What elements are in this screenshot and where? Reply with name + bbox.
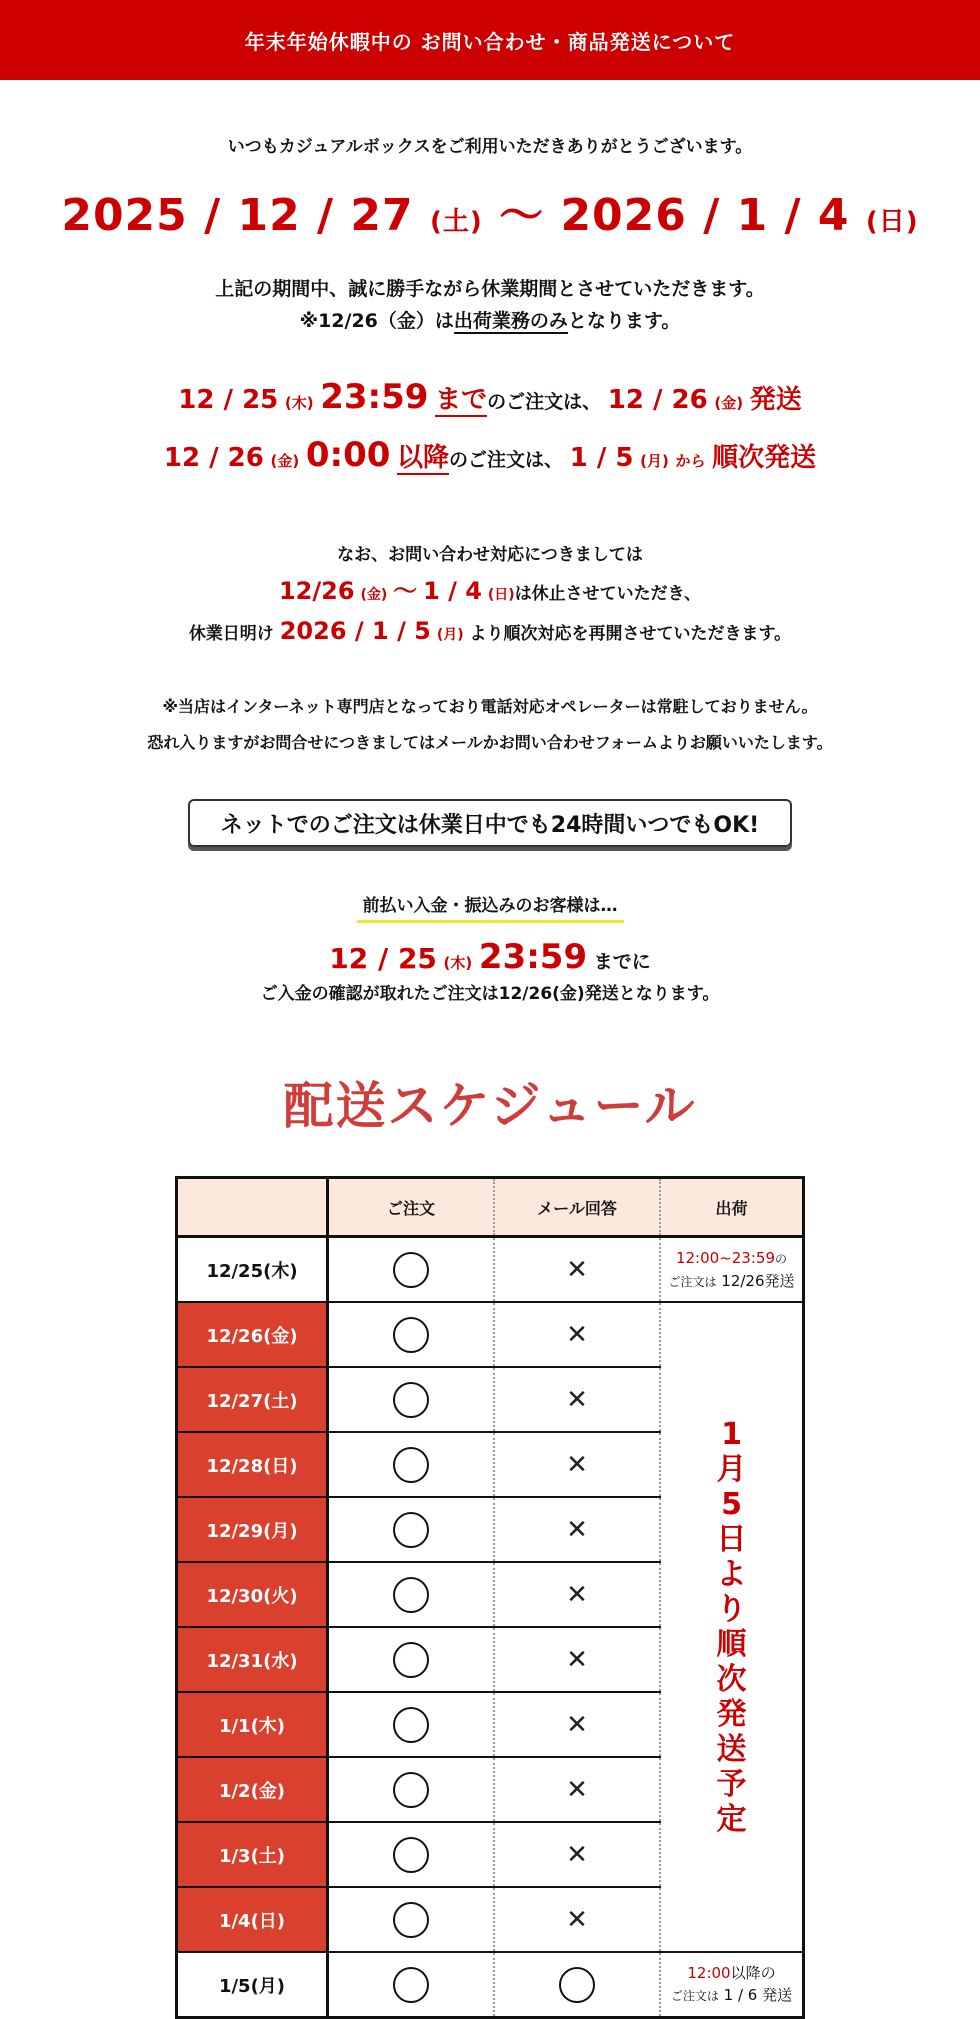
header-mail-reply: メール回答	[494, 1178, 660, 1237]
mail-cell	[494, 1692, 660, 1757]
closure-line2-emphasis: 出荷業務のみ	[453, 310, 568, 332]
ship1-ship: 発送	[749, 385, 802, 415]
cross-icon: ✕	[566, 1514, 588, 1545]
circle-icon	[393, 1902, 429, 1938]
order-cell	[328, 1692, 495, 1757]
announcement-banner: 年末年始休暇中の お問い合わせ・商品発送について	[0, 0, 980, 80]
note-line2: 恐れ入りますがお問合せにつきましてはメールかお問い合わせフォームよりお願いいたします。	[147, 733, 833, 752]
cross-icon: ✕	[566, 1904, 588, 1935]
row-date: 1/1(木)	[177, 1692, 328, 1757]
cross-icon: ✕	[566, 1644, 588, 1675]
contact-start: 12/26	[278, 577, 355, 605]
ship-line1	[0, 371, 980, 429]
mail-cell	[494, 1627, 660, 1692]
ship1-mid: のご注文は、	[487, 391, 602, 413]
ship-line2	[0, 429, 980, 487]
circle-icon	[393, 1512, 429, 1548]
order-cell	[328, 1952, 495, 2018]
mail-cell	[494, 1367, 660, 1432]
contact-end-day: (日)	[487, 587, 515, 603]
holiday-start: 2025 / 12 / 27	[61, 190, 414, 241]
order-cell	[328, 1627, 495, 1692]
circle-icon	[393, 1642, 429, 1678]
order-cell	[328, 1822, 495, 1887]
schedule-table	[175, 1176, 805, 2019]
contact-start-day: (金)	[360, 587, 388, 603]
first-note-time: 12:00~23:59	[675, 1248, 775, 1267]
ship2-ship-day: (月)	[640, 452, 669, 470]
contact-line3-rest: より順次対応を再開させていただきます。	[469, 624, 792, 644]
contact-line3-a: 休業日明け	[188, 624, 274, 644]
circle-icon	[393, 1967, 429, 2003]
closure-line2-c: となります。	[567, 310, 681, 332]
cross-icon: ✕	[566, 1254, 588, 1285]
row-date: 1/4(日)	[177, 1887, 328, 1952]
first-note-ship: 12/26発送	[721, 1271, 795, 1290]
closure-notice	[0, 273, 980, 337]
prepay-until: までに	[593, 951, 651, 973]
closure-line2	[0, 305, 980, 337]
table-row	[177, 1952, 804, 2018]
row-date: 12/30(火)	[177, 1562, 328, 1627]
row-date: 12/25(木)	[177, 1237, 328, 1303]
cross-icon: ✕	[566, 1839, 588, 1870]
mail-cell	[494, 1887, 660, 1952]
row-date: 1/5(月)	[177, 1952, 328, 2018]
mail-cell	[494, 1237, 660, 1303]
cross-icon: ✕	[566, 1384, 588, 1415]
cross-icon: ✕	[566, 1449, 588, 1480]
order-cell	[328, 1887, 495, 1952]
holiday-tilde: 〜	[499, 190, 545, 241]
mail-cell	[494, 1497, 660, 1562]
prepay-line2: ご入金の確認が取れたご注文は12/26(金)発送となります。	[260, 984, 720, 1004]
closure-line1: 上記の期間中、誠に勝手ながら休業期間とさせていただきます。	[215, 278, 765, 300]
ship2-date: 12 / 26	[163, 443, 264, 473]
circle-icon	[393, 1252, 429, 1288]
row-date: 1/2(金)	[177, 1757, 328, 1822]
order-anytime-box: ネットでのご注文は休業日中でも24時間いつでもOK!	[188, 799, 792, 847]
mail-cell	[494, 1562, 660, 1627]
row-date: 12/26(金)	[177, 1302, 328, 1367]
schedule-header-row	[177, 1178, 804, 1237]
order-cell	[328, 1432, 495, 1497]
shipping-cutoff	[0, 371, 980, 487]
prepay-line1	[0, 937, 980, 977]
ship2-day: (金)	[270, 452, 300, 470]
mail-cell	[494, 1302, 660, 1367]
first-note-small: ご注文は	[668, 1274, 717, 1289]
mail-cell	[494, 1757, 660, 1822]
ship1-ship-date: 12 / 26	[607, 385, 708, 415]
merged-ship-note: 1月5日より順次発送予定	[716, 1417, 747, 1837]
last-note-time: 12:00	[687, 1964, 731, 1982]
order-cell	[328, 1497, 495, 1562]
contact-tilde: 〜	[393, 577, 418, 605]
first-note-suffix: の	[775, 1251, 788, 1266]
row-date: 12/29(月)	[177, 1497, 328, 1562]
header-date	[177, 1178, 328, 1237]
ship1-time: 23:59	[320, 377, 429, 417]
ship2-mid: のご注文は、	[449, 449, 564, 471]
closure-line2-a: ※12/26（金）は	[299, 310, 454, 332]
ship1-until: まで	[435, 385, 488, 415]
note-line1: ※当店はインターネット専門店となっており電話対応オペレーターは常駐しておりません。	[162, 697, 818, 716]
cross-icon: ✕	[566, 1319, 588, 1350]
holiday-end: 2026 / 1 / 4	[560, 190, 850, 241]
contact-line2-rest: は休止させていただき、	[514, 584, 702, 604]
ship2-time: 0:00	[305, 435, 391, 475]
contact-end: 1 / 4	[423, 577, 482, 605]
prepay-day: (木)	[443, 954, 473, 972]
header-shipping: 出荷	[660, 1178, 804, 1237]
ship-note-last	[660, 1952, 804, 2018]
circle-icon	[393, 1772, 429, 1808]
order-cell	[328, 1757, 495, 1822]
ship2-after: 以降	[397, 443, 450, 473]
mail-cell	[494, 1432, 660, 1497]
circle-icon	[559, 1967, 595, 2003]
ship2-ship: 順次発送	[712, 443, 817, 473]
circle-icon	[393, 1577, 429, 1613]
store-notes	[0, 689, 980, 761]
order-cell	[328, 1562, 495, 1627]
row-date: 12/31(水)	[177, 1627, 328, 1692]
contact-line2	[0, 573, 980, 613]
holiday-start-day: (土)	[430, 207, 483, 237]
cross-icon: ✕	[566, 1579, 588, 1610]
holiday-end-day: (日)	[865, 207, 919, 237]
prepay-time: 23:59	[478, 937, 588, 977]
circle-icon	[393, 1837, 429, 1873]
contact-line1: なお、お問い合わせ対応につきましては	[337, 545, 643, 565]
prepay-title: 前払い入金・振込みのお客様は…	[357, 891, 624, 923]
ship1-ship-day: (金)	[714, 394, 744, 412]
mail-cell	[494, 1952, 660, 2018]
mail-cell	[494, 1822, 660, 1887]
row-date: 12/28(日)	[177, 1432, 328, 1497]
table-row	[177, 1237, 804, 1303]
ship1-date: 12 / 25	[178, 385, 279, 415]
merged-ship-cell	[660, 1302, 804, 1952]
ship-note-first	[660, 1237, 804, 1303]
cross-icon: ✕	[566, 1709, 588, 1740]
row-date: 12/27(土)	[177, 1367, 328, 1432]
ship2-from: から	[675, 452, 706, 470]
holiday-date-range	[0, 179, 980, 243]
schedule-title: 配送スケジュール	[283, 1077, 697, 1135]
circle-icon	[393, 1317, 429, 1353]
ship2-ship-date: 1 / 5	[569, 443, 634, 473]
order-cell	[328, 1367, 495, 1432]
prepay-date: 12 / 25	[329, 942, 437, 975]
contact-line3	[0, 613, 980, 653]
circle-icon	[393, 1707, 429, 1743]
order-cell	[328, 1237, 495, 1303]
circle-icon	[393, 1447, 429, 1483]
contact-resume-day: (月)	[436, 627, 464, 643]
contact-resume-date: 2026 / 1 / 5	[279, 617, 431, 645]
contact-notice	[0, 537, 980, 653]
order-cell	[328, 1302, 495, 1367]
row-date: 1/3(土)	[177, 1822, 328, 1887]
prepay-section	[0, 847, 980, 1004]
table-row	[177, 1302, 804, 1367]
circle-icon	[393, 1382, 429, 1418]
ship1-day: (木)	[284, 394, 314, 412]
last-note-ship: 1 / 6 発送	[723, 1986, 793, 2004]
greeting-text: いつもカジュアルボックスをご利用いただきありがとうございます。	[227, 137, 753, 157]
cross-icon: ✕	[566, 1774, 588, 1805]
last-note-small: ご注文は	[670, 1989, 719, 2003]
header-order: ご注文	[328, 1178, 495, 1237]
last-note-suffix: 以降の	[730, 1964, 776, 1982]
